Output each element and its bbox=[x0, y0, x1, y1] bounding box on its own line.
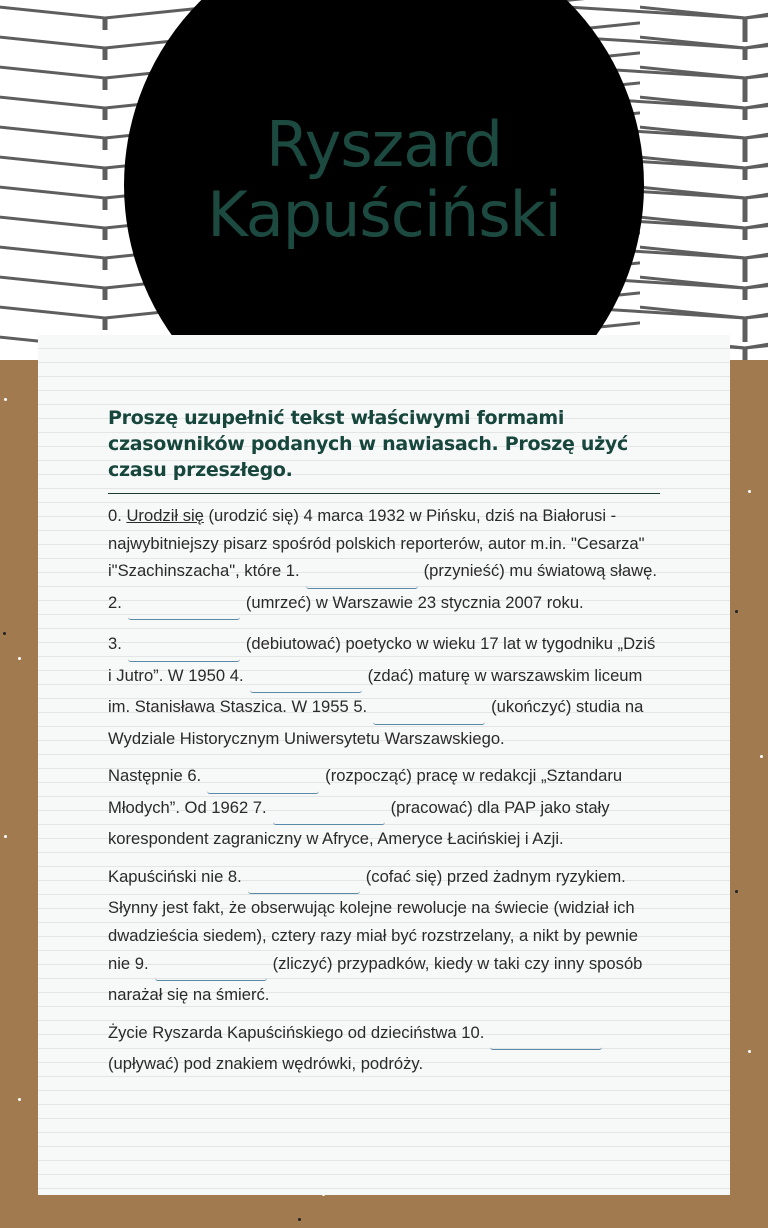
answer-blank-input[interactable] bbox=[248, 873, 360, 894]
text-segment: 3. bbox=[108, 634, 122, 654]
decor-dot bbox=[748, 490, 751, 493]
answer-blank-input[interactable] bbox=[128, 599, 240, 620]
decor-dot bbox=[4, 398, 7, 401]
text-segment: (upływać) pod znakiem wędrówki, podróży. bbox=[108, 1054, 424, 1074]
text-segment: (debiutować) poetycko w wieku 17 lat w tygodniku „Dziś i Jutro”. W 1950 4. bbox=[108, 634, 656, 685]
example-answer: Urodził się bbox=[126, 506, 204, 525]
title-line-1: Ryszard bbox=[266, 108, 502, 181]
paragraph bbox=[108, 1019, 660, 1078]
paragraph bbox=[108, 502, 660, 620]
page-title bbox=[124, 110, 644, 250]
paragraph bbox=[108, 762, 660, 853]
answer-blank-input[interactable] bbox=[250, 672, 362, 693]
text-segment: 0. bbox=[108, 506, 127, 525]
text-segment: (ukończyć) studia na Wydziale Historycznym Uniwersytetu Warszawskiego. bbox=[108, 697, 644, 748]
text-segment: (zliczyć) przypadków, kiedy w taki czy inny sposób narażał się na śmierć. bbox=[108, 953, 643, 1005]
decor-dot bbox=[735, 890, 738, 893]
text-segment: (cofać się) przed żadnym ryzykiem. Słynny jest fakt, że obserwując kolejne rewolucje na świecie (widział ich dwadzieścia siedem), cztery razy miał być rozstrzelany, a nikt by pewnie nie 9. bbox=[108, 866, 638, 973]
text-segment: (urodzić się) 4 marca 1932 w Pińsku, dziś na Białorusi - najwybitniejszy pisarz spośród polskich reporterów, autor m.in. "Cesarza" i"Szachinszacha", które 1. bbox=[108, 506, 645, 581]
answer-blank-input[interactable] bbox=[306, 568, 418, 589]
answer-blank-input[interactable] bbox=[273, 804, 385, 825]
answer-blank-input[interactable] bbox=[373, 704, 485, 725]
decor-dot bbox=[18, 1098, 21, 1101]
decor-dot bbox=[4, 835, 7, 838]
text-segment: (zdać) maturę w warszawskim liceum im. Stanisława Staszica. W 1955 5. bbox=[108, 665, 643, 717]
paragraph bbox=[108, 630, 660, 752]
worksheet-content bbox=[108, 405, 660, 1078]
instruction-heading: Proszę uzupełnić tekst właściwymi formami czasowników podanych w nawiasach. Proszę użyć czasu przeszłego. bbox=[108, 405, 660, 494]
decor-dot bbox=[298, 1218, 301, 1221]
paragraph bbox=[108, 863, 660, 1009]
text-segment: Następnie 6. bbox=[108, 766, 202, 786]
text-segment: Kapuściński nie 8. bbox=[108, 866, 242, 886]
text-segment: (umrzeć) w Warszawie 23 stycznia 2007 roku. bbox=[245, 592, 584, 612]
decor-dot bbox=[3, 632, 6, 635]
answer-blank-input[interactable] bbox=[207, 773, 319, 794]
decor-dot bbox=[748, 1050, 751, 1053]
decor-dot bbox=[760, 755, 763, 758]
worksheet-paper bbox=[38, 335, 730, 1195]
answer-blank-input[interactable] bbox=[128, 641, 240, 662]
title-line-2: Kapuściński bbox=[207, 178, 561, 251]
answer-blank-input[interactable] bbox=[490, 1029, 602, 1050]
text-segment: (pracować) dla PAP jako stały korespondent zagraniczny w Afryce, Ameryce Łacińskiej i Azji. bbox=[108, 797, 610, 849]
answer-blank-input[interactable] bbox=[155, 960, 267, 981]
text-segment: Życie Ryszarda Kapuścińskiego od dzieciństwa 10. bbox=[108, 1022, 485, 1042]
text-segment: (przynieść) mu światową sławę. 2. bbox=[108, 561, 657, 612]
decor-dot bbox=[735, 610, 738, 613]
header-banner bbox=[0, 0, 768, 360]
decor-dot bbox=[18, 657, 21, 660]
exercise-text bbox=[108, 502, 660, 1078]
text-segment: (rozpocząć) pracę w redakcji „Sztandaru Młodych”. Od 1962 7. bbox=[108, 766, 623, 817]
